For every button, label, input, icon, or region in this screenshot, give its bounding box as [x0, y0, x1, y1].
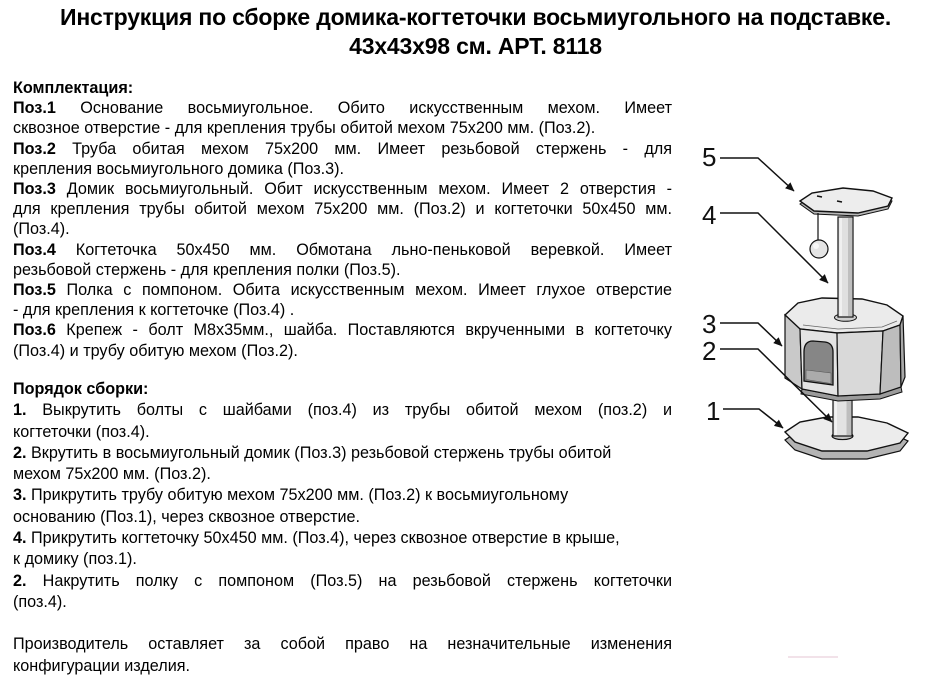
assembly-diagram: [680, 130, 951, 530]
text-line: Поз.6 Крепеж - болт М8х35мм., шайба. Поставляются вкрученными в когтеточку: [13, 321, 672, 340]
text-line: Поз.5 Полка с помпоном. Обита искусственным мехом. Имеет глухое отверстие: [13, 281, 672, 300]
leader-3: [720, 323, 782, 346]
text-line: сквозное отверстие - для крепления трубы обитой мехом 75х200 мм. (Поз.2).: [13, 119, 596, 138]
parts-paragraphs: [13, 98, 672, 361]
page-title: [0, 3, 951, 60]
pole-part: [835, 217, 857, 321]
callout-label-3: 3: [702, 309, 717, 339]
text-line: для крепления трубы обитой мехом 75х200 мм. (Поз.2) и когтеточки 50х450 мм.: [13, 200, 672, 219]
callout-label-4: 4: [702, 200, 717, 230]
tube-part: [832, 398, 853, 440]
text-line: Поз.2 Труба обитая мехом 75х200 мм. Имеет резьбовой стержень - для: [13, 139, 672, 158]
leader-1: [723, 409, 783, 428]
footer-note: [13, 633, 672, 677]
pompom: [810, 213, 828, 258]
title-line-1: Инструкция по сборке домика-когтеточки восьмиугольного на подставке.: [59, 4, 892, 30]
text-line: Поз.4 Когтеточка 50х450 мм. Обмотана льно-пеньковой веревкой. Имеет: [13, 240, 672, 259]
assembly-paragraphs: [13, 400, 672, 613]
text-line: (Поз.4) и трубу обитую мехом (Поз.2).: [13, 341, 298, 360]
shelf-part: [800, 188, 892, 216]
callout-label-5: 5: [702, 142, 717, 172]
text-line: 4. Прикрутить когтеточку 50х450 мм. (Поз.4), через сквозное отверстие в крыше,: [13, 529, 620, 548]
parts-heading: Комплектация:: [13, 79, 134, 97]
text-line: 2. Накрутить полку с помпоном (Поз.5) на резьбовой стержень когтеточки: [13, 571, 672, 590]
text-line: крепления восьмиугольного домика (Поз.3).: [13, 159, 345, 178]
parts-section: [13, 78, 672, 361]
text-line: 1. Выкрутить болты с шайбами (поз.4) из трубы обитой мехом (поз.2) и: [13, 401, 672, 420]
text-line: когтеточки (поз.4).: [13, 422, 150, 441]
text-line: - для крепления к когтеточке (Поз.4) .: [13, 301, 295, 320]
house-door-opening: [804, 341, 833, 385]
text-line: конфигурации изделия.: [13, 657, 191, 675]
text-line: 3. Прикрутить трубу обитую мехом 75х200 мм. (Поз.2) к восьмиугольному: [13, 486, 569, 505]
footer-lines: [13, 633, 672, 677]
text-line: Поз.1 Основание восьмиугольное. Обито искусственным мехом. Имеет: [13, 99, 672, 118]
text-line: 2. Вкрутить в восьмиугольный домик (Поз.3) резьбовой стержень трубы обитой: [13, 443, 612, 462]
text-line: Производитель оставляет за собой право на незначительные изменения: [13, 635, 672, 653]
text-line: (поз.4).: [13, 592, 67, 611]
text-line: основанию (Поз.1), через сквозное отверстие.: [13, 507, 361, 526]
text-line: Поз.3 Домик восьмиугольный. Обит искусственным мехом. Имеет 2 отверстия -: [13, 180, 672, 199]
assembly-heading: Порядок сборки:: [13, 380, 149, 398]
callout-label-2: 2: [702, 336, 717, 366]
leader-5: [720, 158, 794, 191]
assembly-section: [13, 379, 672, 613]
text-line: к домику (поз.1).: [13, 550, 137, 569]
callout-label-1: 1: [706, 396, 721, 426]
scan-artifact-line: [788, 656, 838, 658]
text-line: (Поз.4).: [13, 220, 70, 239]
text-line: мехом 75х200 мм. (Поз.2).: [13, 465, 211, 484]
text-line: резьбовой стержень - для крепления полки (Поз.5).: [13, 260, 401, 279]
title-line-2: 43х43х98 см. АРТ. 8118: [349, 32, 602, 59]
